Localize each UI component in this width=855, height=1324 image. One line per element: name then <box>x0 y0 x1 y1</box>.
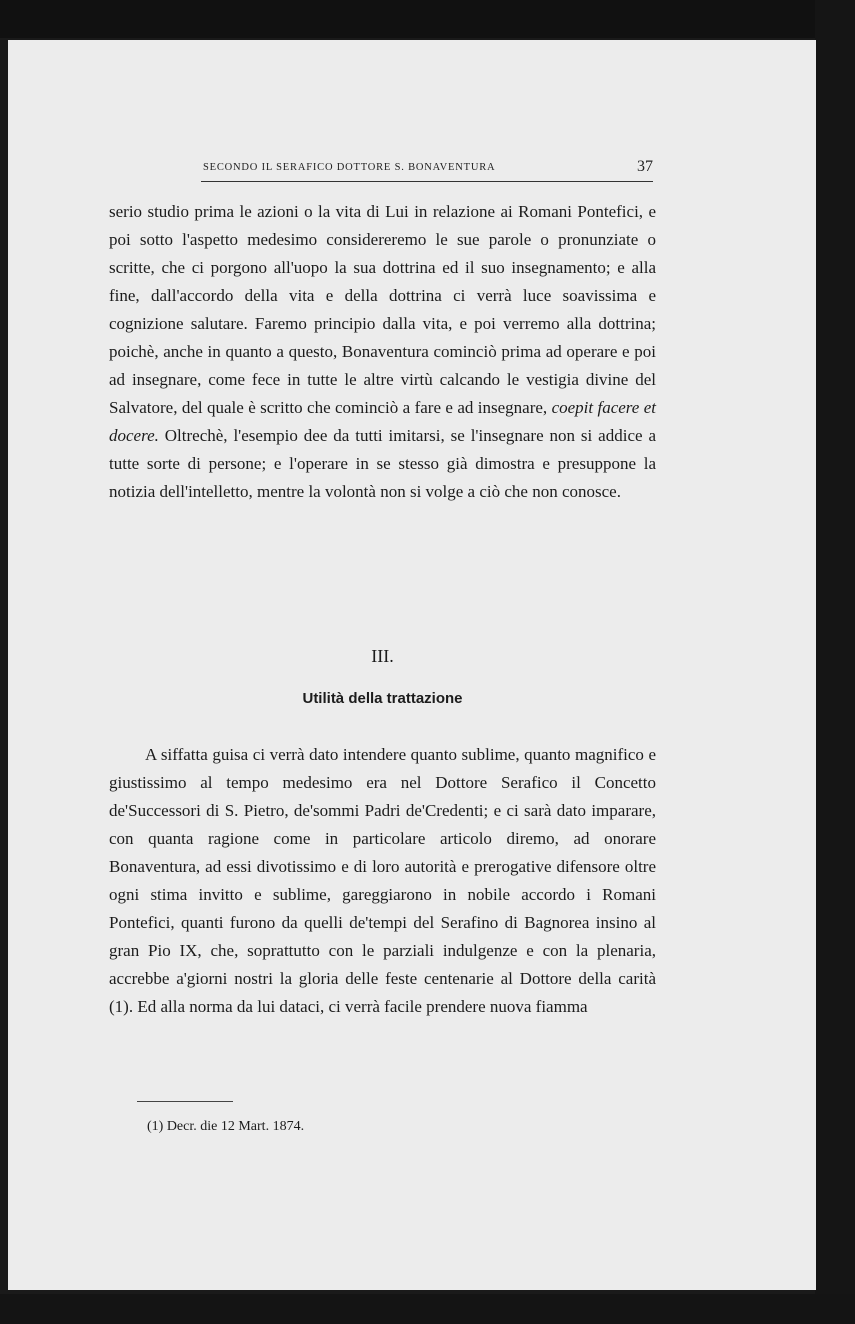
page-header <box>201 157 653 182</box>
scan-border-bottom <box>0 1294 855 1324</box>
paragraph-1-text-a: serio studio prima le azioni o la vita di Lui in relazione ai Romani Pontefici, e poi sotto l'aspetto medesimo considereremo le sue parole o pronunziate o scritte, che ci porgono all'uopo la sua dottrina ed il suo insegnamento; e alla fine, dall'accordo della vita e della dottrina ci verrà luce soavissima e cognizione salutare. Faremo principio dalla vita, e poi verremo alla dottrina; poichè, anche in quanto a questo, Bonaventura cominciò prima ad operare e poi ad insegnare, come fece in tutte le altre virtù calcando le vestigia divine del Salvatore, del quale è scritto che cominciò a fare e ad insegnare, <box>109 202 656 417</box>
paragraph-1-text-b: Oltrechè, l'esempio dee da tutti imitarsi, se l'insegnare non si addice a tutte sorte di persone; e l'operare in se stesso già dimostra e presuppone la notizia dell'intelletto, mentre la volontà non si volge a ciò che non conosce. <box>109 426 656 501</box>
scan-border-right <box>815 0 855 1324</box>
footnote-rule <box>137 1101 233 1102</box>
section-number: III. <box>371 646 394 666</box>
page-number: 37 <box>637 158 653 175</box>
footnote: (1) Decr. die 12 Mart. 1874. <box>147 1119 305 1134</box>
running-head: SECONDO IL SERAFICO DOTTORE S. BONAVENTURA <box>203 162 496 173</box>
section-title: Utilità della trattazione <box>302 690 463 707</box>
paragraph-1 <box>109 198 656 506</box>
scan-border-top <box>0 0 855 38</box>
latin-quote: coepit facere et docere. <box>109 398 656 445</box>
paragraph-2: A siffatta guisa ci verrà dato intendere quanto sublime, quanto magnifico e giustissimo al tempo medesimo era nel Dottore Serafico il Concetto de'Successori di S. Pietro, de'sommi Padri de'Credenti; e ci sarà dato imparare, con quanta ragione come in particolare articolo diremo, ad onorare Bonaventura, ad essi divotissimo e di loro autorità e prerogative difensore oltre ogni stima invitto e sublime, gareggiarono in nobile accordo i Romani Pontefici, quanti furono da quelli de'tempi del Serafino di Bagnorea insino al gran Pio IX, che, soprattutto con le parziali indulgenze e con la plenaria, accrebbe a'giorni nostri la gloria delle feste centenarie al Dottore della carità (1). Ed alla norma da lui dataci, ci verrà facile prendere nuova fiamma <box>109 745 656 1016</box>
